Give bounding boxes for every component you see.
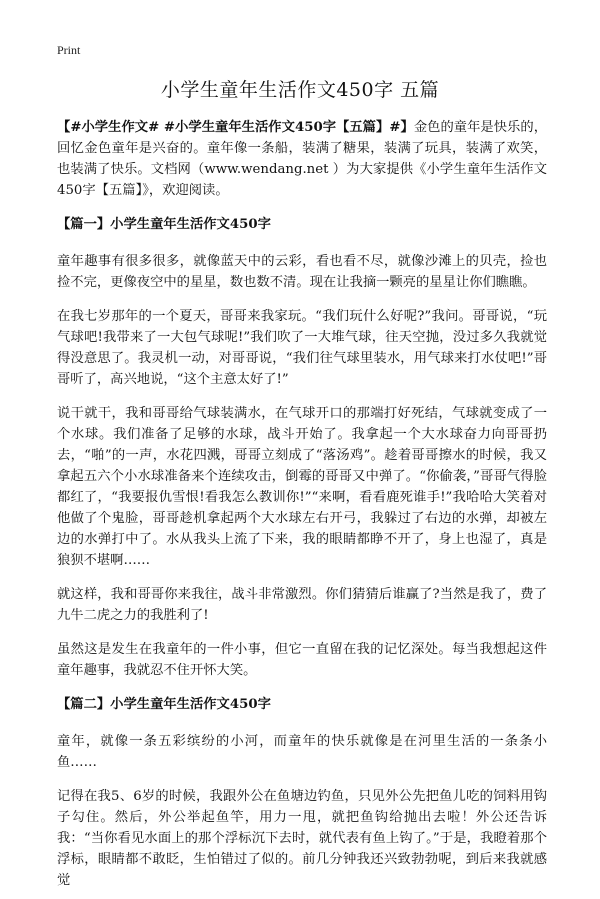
intro-text: 金色的童年是快乐的，回忆金色童年是兴奋的。童年像一条船，装满了糖果，装满了玩具，装满了欢笑，也装满了快乐。文档网（www.wendang.net ）为大家提供《小学生童年生活作文450字【五篇】》，欢迎阅读。 — [57, 120, 547, 198]
paragraph: 童年趣事有很多很多，就像蓝天中的云彩，看也看不尽，就像沙滩上的贝壳，捡也捡不完，更像夜空中的星星，数也数不清。现在让我摘一颗亮的星星让你们瞧瞧。 — [57, 254, 547, 290]
section-heading-2: 【篇二】小学生童年生活作文450字 — [57, 697, 271, 712]
paragraph: 就这样，我和哥哥你来我往，战斗非常激烈。你们猜猜后谁赢了?当然是我了，费了九牛二虎之力的我胜利了! — [57, 587, 547, 623]
article-body — [57, 117, 547, 899]
paragraph: 童年，就像一条五彩缤纷的小河，而童年的快乐就像是在河里生活的一条条小鱼…… — [57, 734, 547, 770]
paragraph: 说干就干，我和哥哥给气球装满水，在气球开口的那端打好死结，气球就变成了一个水球。我们准备了足够的水球，战斗开始了。我拿起一个大水球奋力向哥哥扔去，“啪”的一声，水花四溅，哥哥立刻成了“落汤鸡”。趁着哥哥擦水的时候，我又拿起五六个小水球准备来个连续攻击，倒霉的哥哥又中弹了。“你偷袭，”哥哥气得脸都红了，“我要报仇雪恨!看我怎么教训你!”“来啊，看看鹿死谁手!”我哈哈大笑着对他做了个鬼脸，哥哥趁机拿起两个大水球左右开弓，我躲过了右边的水弹，却被左边的水弹打中了。水从我头上流了下来，我的眼睛都睁不开了，身上也湿了，真是狼狈不堪啊…… — [57, 406, 547, 568]
paragraph: 在我七岁那年的一个夏天，哥哥来我家玩。“我们玩什么好呢?”我问。哥哥说，“玩气球吧!我带来了一大包气球呢!”我们吹了一大堆气球，往天空抛，没过多久我就觉得没意思了。我灵机一动，对哥哥说，“我们往气球里装水，用气球来打水仗吧!”哥哥听了，高兴地说，“这个主意太好了!” — [57, 309, 547, 387]
intro-paragraph — [57, 117, 547, 201]
intro-tag: 【#小学生作文# #小学生童年生活作文450字【五篇】#】 — [57, 120, 414, 135]
page-title: 小学生童年生活作文450字 五篇 — [160, 79, 440, 101]
print-link[interactable]: Print — [57, 43, 81, 57]
section-heading-1: 【篇一】小学生童年生活作文450字 — [57, 217, 271, 232]
paragraph: 虽然这是发生在我童年的一件小事，但它一直留在我的记忆深处。每当我想起这件童年趣事，我就忍不住开怀大笑。 — [57, 642, 547, 678]
paragraph: 记得在我5、6岁的时候，我跟外公在鱼塘边钓鱼，只见外公先把鱼儿吃的饲料用钩子勾住。然后，外公举起鱼竿，用力一甩，就把鱼钩给抛出去啦！外公还告诉我：“当你看见水面上的那个浮标沉下去时，就代表有鱼上钩了。”于是，我瞪着那个浮标，眼睛都不敢眨，生怕错过了似的。前几分钟我还兴致勃勃呢，到后来我就感觉 — [57, 789, 547, 888]
